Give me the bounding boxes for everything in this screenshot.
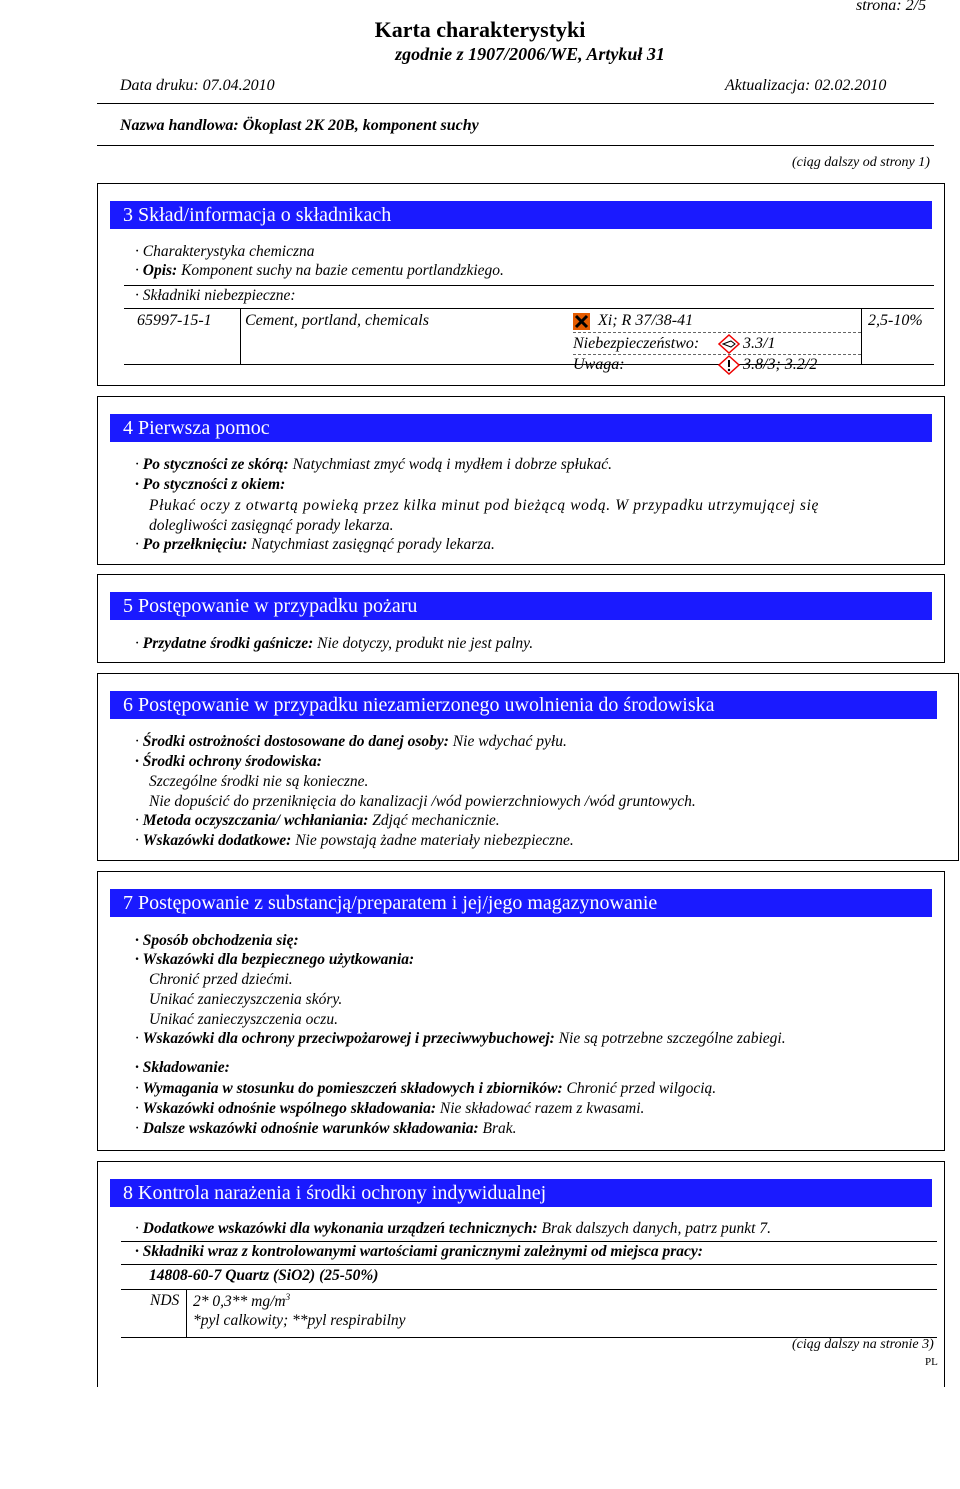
section-4 [97, 396, 945, 565]
limits-header-rule [121, 1264, 937, 1265]
danger-label: Niebezpieczeństwo: [573, 335, 700, 352]
print-date: Data druku: 07.04.2010 [120, 77, 275, 94]
environmental-precautions-text-2: Nie dopuścić do przeniknięcia do kanalizacji /wód powierzchniowych /wód gruntowych. [149, 793, 696, 810]
exploding-cylinder-icon [718, 334, 740, 354]
page-number: strona: 2/5 [856, 0, 927, 14]
classification-r: Xi; R 37/38-41 [598, 312, 694, 329]
storage-conditions: · Dalsze wskazówki odnośnie warunków składowania: Brak. [135, 1120, 517, 1138]
section-6-title: 6 Postępowanie w przypadku niezamierzonego uwolnienia do środowiska [110, 691, 937, 719]
personal-precautions: · Środki ostrożności dostosowane do danej osoby: Nie wdychać pyłu. [135, 733, 567, 751]
section-7-title: 7 Postępowanie z substancją/preparatem i jej/jego magazynowanie [110, 889, 932, 917]
safe-handling-label: · Wskazówki dla bezpiecznego użytkowania: [135, 951, 414, 969]
safe-handling-2: Unikać zanieczyszczenia skóry. [149, 991, 343, 1008]
harmful-x-icon [573, 313, 590, 330]
cas-number: 65997-15-1 [137, 312, 212, 329]
section-8 [97, 1161, 945, 1387]
header-divider [97, 103, 934, 104]
document-subtitle: zgodnie z 1907/2006/WE, Artykuł 31 [395, 44, 665, 64]
additional-information: · Wskazówki dodatkowe: Nie powstają żadne materiały niebezpieczne. [135, 832, 574, 850]
substance-rule [121, 1289, 937, 1290]
table-col-divider-1 [240, 308, 241, 364]
table-col-divider-2 [861, 308, 862, 364]
environmental-precautions-label: · Środki ochrony środowiska: [135, 753, 322, 771]
exposure-limits-label: · Składniki wraz z kontrolowanymi wartościami granicznymi zależnymi od miejsca pracy: [135, 1243, 703, 1261]
table-header-rule [124, 308, 934, 309]
limits-top-rule [121, 1241, 937, 1242]
component-name: Cement, portland, chemicals [245, 312, 429, 329]
section-8-title: 8 Kontrola narażenia i środki ochrony indywidualnej [110, 1179, 932, 1207]
exclamation-icon [718, 355, 740, 375]
dashed-divider-1 [573, 332, 861, 333]
warning-label: Uwaga: [573, 356, 625, 373]
nds-label: NDS [150, 1292, 180, 1309]
document-title: Karta charakterystyki [374, 17, 586, 42]
continued-from: (ciąg dalszy od strony 1) [792, 155, 930, 170]
section-5 [97, 574, 945, 663]
chemical-characterization: · Charakterystyka chemiczna [135, 243, 315, 261]
storage-requirements: · Wymagania w stosunku do pomieszczeń składowych i zbiorników: Chronić przed wilgocią. [135, 1080, 716, 1098]
eye-contact-text-1: Płukać oczy z otwartą powieką przez kilka minut pod bieżącą wodą. W przypadku utrzymującej się [149, 497, 820, 514]
section-3 [97, 183, 945, 386]
section-7 [97, 871, 945, 1151]
update-date: Aktualizacja: 02.02.2010 [725, 77, 887, 94]
nds-value: 2* 0,3** $mg/m^3$ [193, 1292, 291, 1311]
technical-measures: · Dodatkowe wskazówki dla wykonania urządzeń technicznych: Brak dalszych danych, patrz punkt 7. [135, 1220, 771, 1238]
common-storage: · Wskazówki odnośnie wspólnego składowania: Nie składować razem z kwasami. [135, 1100, 644, 1118]
trade-name: Nazwa handlowa: Ökoplast 2K 20B, komponent suchy [120, 117, 479, 134]
extinguishing-media: · Przydatne środki gaśnicze: Nie dotyczy, produkt nie jest palny. [135, 635, 533, 653]
dashed-divider-2 [573, 354, 861, 355]
environmental-precautions-text-1: Szczególne środki nie są konieczne. [149, 773, 369, 790]
quartz-substance: 14808-60-7 Quartz (SiO2) (25-50%) [149, 1267, 379, 1284]
skin-contact: · Po styczności ze skórą: Natychmiast zmyć wodą i mydłem i dobrze spłukać. [135, 456, 612, 474]
continued-on: (ciąg dalszy na stronie 3) [792, 1337, 934, 1352]
nds-note: *pyl calkowity; **pyl respirabilny [193, 1312, 406, 1329]
section-3-title: 3 Skład/informacja o składnikach [110, 201, 932, 229]
hazardous-components-label: · Składniki niebezpieczne: [135, 287, 296, 305]
nds-divider [186, 1289, 187, 1337]
swallowing: · Po przełknięciu: Natychmiast zasięgnąć porady lekarza. [135, 536, 495, 554]
concentration: 2,5-10% [868, 312, 923, 329]
danger-value: 3.3/1 [743, 335, 776, 352]
trade-name-divider [97, 145, 934, 146]
section-4-title: 4 Pierwsza pomoc [110, 414, 932, 442]
language-code: PL [925, 1356, 938, 1368]
section-6 [97, 673, 959, 861]
warning-value: 3.8/3; 3.2/2 [743, 356, 818, 373]
description: · Opis: Komponent suchy na bazie cementu portlandzkiego. [135, 262, 504, 280]
eye-contact-label: · Po styczności z okiem: [135, 476, 285, 494]
cleaning-methods: · Metoda oczyszczania/ wchłaniania: Zdjąć mechanicznie. [135, 812, 500, 830]
section-5-title: 5 Postępowanie w przypadku pożaru [110, 592, 932, 620]
storage-label: · Składowanie: [135, 1059, 230, 1077]
eye-contact-text-2: dolegliwości zasięgnąć porady lekarza. [149, 517, 394, 534]
table-top-rule [124, 285, 934, 286]
handling-label: · Sposób obchodzenia się: [135, 932, 299, 950]
safe-handling-3: Unikać zanieczyszczenia oczu. [149, 1011, 338, 1028]
safe-handling-1: Chronić przed dziećmi. [149, 971, 293, 988]
fire-explosion-protection: · Wskazówki dla ochrony przeciwpożarowej i przeciwwybuchowej: Nie są potrzebne szczególne zabiegi. [135, 1030, 786, 1048]
